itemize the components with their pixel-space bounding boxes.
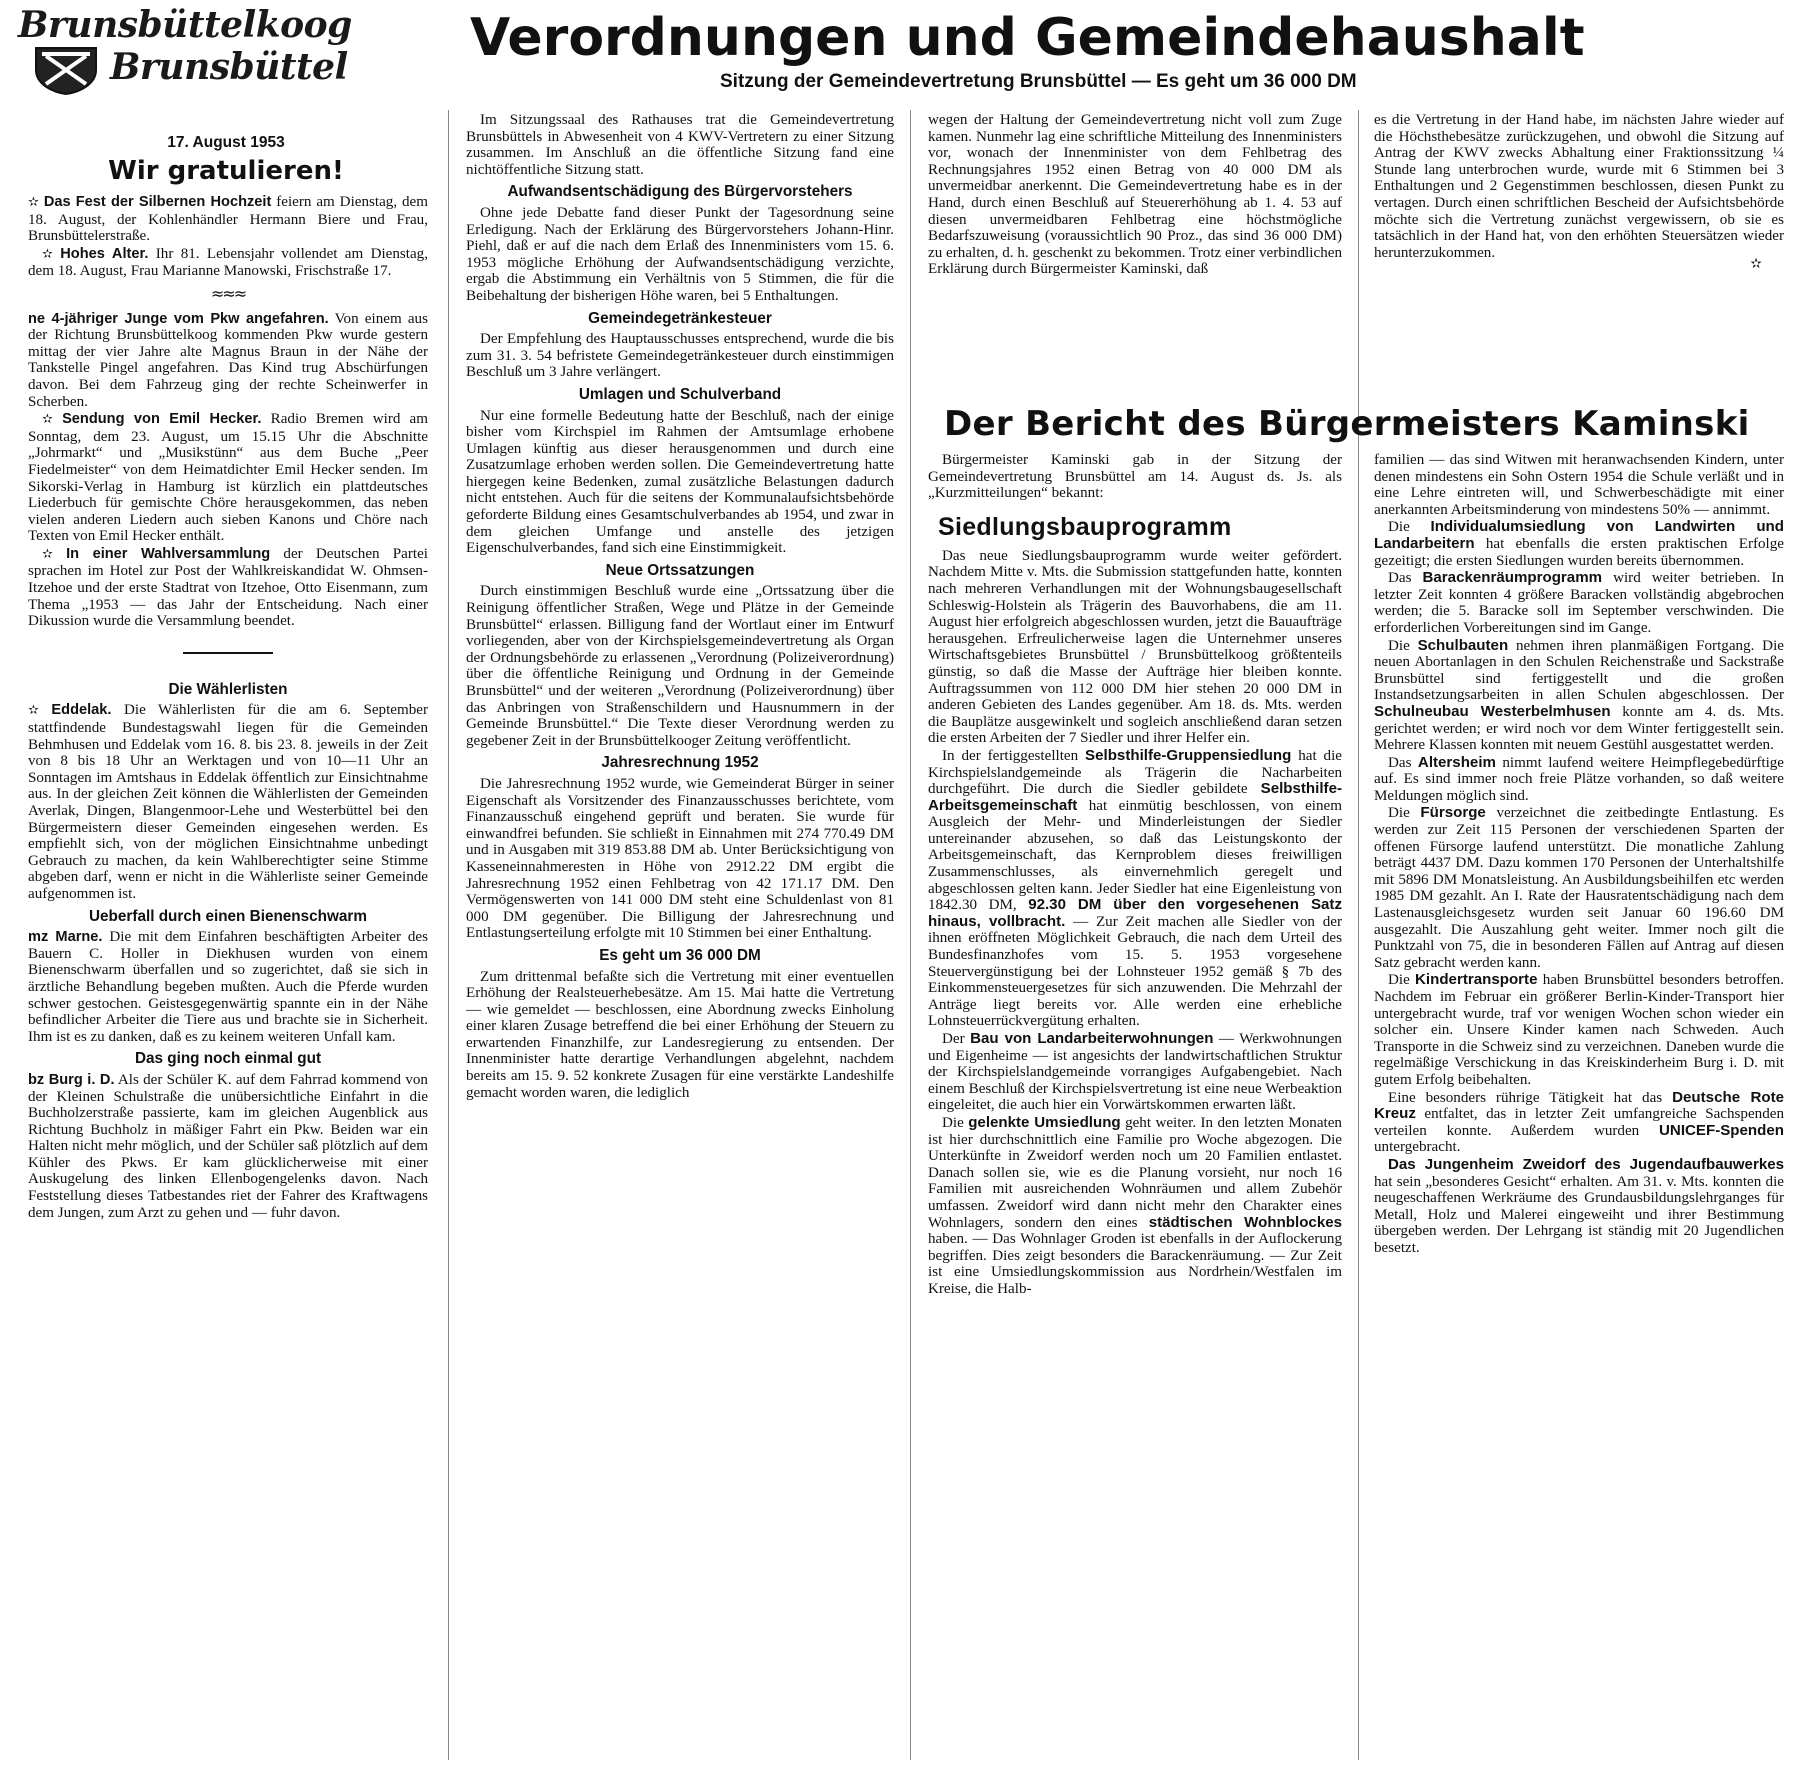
text-fragment: Die — [1388, 637, 1410, 654]
lucky-escape-title: Das ging noch einmal gut — [134, 1050, 322, 1068]
session-conclusion-text: es die Vertretung in der Hand habe, im nächsten Jahre wieder auf die Höchsthebesätze zurückzugehen, und obwohl die Sitzung auf Antrag der KWV zwecks Abhaltung einer Fraktionssitzung ¼ Stunde lang unterbrochen wurde, wurde mit 6 Stimmen bei 3 Enthaltungen und 2 Gegenstimmen beschlossen, diesen Punkt zu vertagen. Durch einen schriftlichen Bescheid der Aufsichtsbehörde möchte sich die Vertretung zunächst vergewissern, ob sie es tatsächlich in der Hand hat, von den erhöhten Steuersätzen wieder herunterzukommen. — [1374, 112, 1784, 261]
text-fragment: Die — [1388, 805, 1410, 822]
city-block-label: städtischen Wohnblockes — [1148, 1213, 1342, 1231]
star-icon: ✫ — [1750, 256, 1762, 273]
column-4-top — [1374, 112, 1784, 402]
text-fragment: konnte am 4. ds. Mts. gerichtet werden; er wird noch vor dem Winter fertiggestellt sein. Mehrere Klassen konnten mit neuem Gestühl ausgestattet werden. — [1374, 703, 1784, 754]
star-icon: ✫ — [42, 412, 53, 428]
bylaws-text: Durch einstimmigen Beschluß wurde eine „Ortssatzung über die Reinigung öffentlicher Straßen, Wege und Plätze in der Gemeinde Brunsbüttel“ erlassen. Billigung fand der Wortlaut einer im Entwurf vorliegenden, aber von der Kirchspielsgemeindevertretung als Organ der Ordnungsbehörde zu erlassenen „Verordnung (Polizeiverordnung) über die öffentliche Reinigung und Ordnung in der Gemeinde Brunsbüttel“ und der weiteren „Verordnung (Polizeiverordnung) über das Anbringen von Straßenschildern und Hausnummern in der Gemeinde Brunsbüttel.“ Die Texte dieser Verordnung werden zu gegebener Zeit in der Brunsbüttelkooger Zeitung veröffentlicht. — [466, 583, 894, 749]
column-divider — [910, 110, 911, 1760]
text-fragment: geht weiter. In den letzten Monaten ist hier durchschnittlich eine Familie pro Woche abgezogen. Die Unterkünfte in Zweidorf werden noch um 20 Familien entlastet. Danach sollen sie, wie es die Planung vorsieht, nur noch 16 Familien mit ausreichenden Wohnräumen und allem Zubehör umfassen. Zweidorf wird dann nicht mehr den Charakter eines Wohnlagers, sondern den eines — [928, 1114, 1342, 1231]
hecker-lead: Sendung von Emil Hecker. — [62, 411, 262, 428]
boy-accident-lead: ne 4-jähriger Junge vom Pkw angefahren. — [28, 310, 329, 327]
bylaws-title: Neue Ortssatzungen — [605, 561, 755, 579]
election-meeting-text: der Deutschen Partei sprachen im Hotel zur Post der Wahlkreiskandidat W. Ohmsen-Itzehoe und der erste Stadtrat von Itzehoe, Otto Eisenmann, zum Thema „1953 — das Jahr der Entscheidung. Nach einer Dikussion wurde die Versammlung beendet. — [28, 545, 428, 630]
new-school-label: Schulneubau Westerbelmhusen — [1374, 702, 1611, 720]
text-fragment: Das — [1388, 570, 1412, 587]
tax-36000-title: Es geht um 36 000 DM — [599, 946, 761, 964]
text-fragment: Der — [942, 1031, 965, 1047]
text-fragment: entfaltet, das in letzter Zeit umfangreiche Sachspenden verteilen konnte. Außerdem wurden — [1374, 1106, 1784, 1139]
column-mayor-report-continued — [1374, 452, 1784, 1762]
column-3-top — [928, 112, 1342, 402]
school-buildings-label: Schulbauten — [1417, 636, 1509, 654]
masthead — [18, 4, 418, 96]
allowance-title: Aufwandsentschädigung des Bürgervorstehers — [507, 183, 853, 201]
text-fragment: untergebracht. — [1374, 1139, 1461, 1156]
allowance-text: Ohne jede Debatte fand dieser Punkt der Tagesordnung seine Erledigung. Nach der Erklärung des Bürgervorstehers Johann-Hinr. Piehl, daß er auf die nach dem Erlaß des Innenministers vom 15. 6. 1953 mögliche Erhöhung der Aufwandsentschädigung verzichte, ergab die Abstimmung ein Verhältnis von 5 Stimmen, die für die Beibehaltung der bisherigen Höhe waren, bei 5 Enthaltungen. — [466, 204, 894, 304]
silver-wedding-text: feiern am Dienstag, dem 18. August, der Kohlenhändler Hermann Biere und Frau, Brunsbüttelerstraße. — [28, 194, 428, 245]
retirement-home-label: Altersheim — [1417, 753, 1496, 771]
column-council-session — [466, 112, 894, 1762]
drinks-tax-text: Der Empfehlung des Hauptausschusses entsprechend, wurde die bis zum 31. 3. 54 befristete Gemeindegetränkesteuer durch einstimmigen Beschluß um 3 Jahre verlängert. — [466, 331, 894, 381]
column-divider — [448, 110, 449, 1760]
text-fragment: hat einmütig beschlossen, von einem Ausgleich der Mehr- und Minderleistungen der Siedler untereinander abzusehen, so daß das Leistungskonto der Arbeitsgemeinschaft, das Kernproblem dieses freiwilligen Zusammenschlusses, als einvernehmlich geregelt und abgeschlossen gelten kann. Jeder Siedler hat eine Eigenleistung von 1842.30 DM, — [928, 797, 1342, 914]
text-fragment: nimmt laufend weitere Heimpflegebedürftige auf. Es sind immer noch freie Plätze vorhanden, so daß weitere Meldungen möglich sind. — [1374, 754, 1784, 804]
masthead-line1: Brunsbüttelkoog — [18, 4, 352, 46]
old-age-lead: Hohes Alter. — [60, 245, 149, 262]
session-intro: Im Sitzungssaal des Rathauses trat die Gemeindevertretung Brunsbüttels in Abwesenheit von 4 KWV-Vertretern zu einer Sitzung zusammen. Im Anschluß an die öffentliche Sitzung fand eine nichtöffentliche Sitzung statt. — [466, 112, 894, 178]
boy-accident-text: Von einem aus der Richtung Brunsbüttelkoog kommenden Pkw wurde gestern mittag der vier Jahre alte Magnus Braun in der Nähe der Tankstelle Pingel angefahren. Das Kind trug Abschürfungen davon. Bei dem Fahrzeug ging der rechte Scheinwerfer in Scherben. — [28, 310, 428, 410]
column-divider — [1358, 110, 1359, 1760]
levies-text: Nur eine formelle Bedeutung hatte der Beschluß, nach der einige bisher vom Kirchspiel im Rahmen der Amtsumlage erhobene Umlagen künftig aus dieser herausgenommen und durch eine Zusatzumlage erhoben werden sollen. Die Gemeindevertretung hatte hiergegen keine Bedenken, zumal zusätzliche Belastungen dadurch nicht entstehen. Auch für die seitens der Kommunalaufsichtsbehörde geforderte Bildung eines Gesamtschulverbandes ab 1954, und zwar in dem gleichen Umfange und anstelle des jetzigen Eigenschulverbandes, fand sich eine Einstimmigkeit. — [466, 407, 894, 557]
coat-of-arms-icon — [30, 44, 102, 96]
resettlement-label: gelenkte Umsiedlung — [968, 1113, 1121, 1131]
old-age-text: Ihr 81. Lebensjahr vollendet am Dienstag, dem 18. August, Frau Marianne Manowski, Frischstraße 17. — [28, 245, 428, 280]
settlement-text: Das neue Siedlungsbauprogramm wurde weiter gefördert. Nachdem Mitte v. Mts. die Submission stattgefunden hatte, konnten nach mehreren Verhandlungen mit der Wohnungsbaugesellschaft Schleswig-Holstein als Trägerin des Bauvorhabens, die am 11. August hier erfolgreich abgeschlossen wurden, jetzt die Bauaufträge herausgehen. Erfreulicherweise lagen die Unternehmer unseres Wirtschaftsgebietes Brunsbüttel / Brunsbüttelkoog größtenteils günstig, so daß die Masse der Aufträge hier bleiben konnte. Auftragssummen von 112 000 DM hier stehen 20 000 DM in anderen Gebieten des Landes gegenüber. Am 18. ds. Mts. werden die Bauplätze ausgewinkelt und sogleich anschließend daran setzen die ersten Arbeiten der 7 Siedler und ihrer Helfer ein. — [928, 547, 1342, 747]
farmworker-housing-label: Bau von Landarbeiterwohnungen — [970, 1030, 1214, 1047]
report-intro: Bürgermeister Kaminski gab in der Sitzung der Gemeindevertretung Brunsbüttel am 14. August ds. Js. als „Kurzmitteilungen“ bekannt: — [928, 452, 1342, 502]
star-icon: ✫ — [42, 246, 53, 262]
settlement-title: Siedlungsbauprogramm — [938, 512, 1232, 541]
headline: Verordnungen und Gemeindehaushalt — [470, 8, 1585, 68]
unicef-label: UNICEF-Spenden — [1659, 1121, 1784, 1139]
red-cross-label: Deutsche Rote Kreuz — [1374, 1088, 1784, 1123]
subheadline: Sitzung der Gemeindevertretung Brunsbüttel — Es geht um 36 000 DM — [720, 71, 1357, 92]
star-icon: ✫ — [42, 546, 53, 562]
text-fragment: Die — [1388, 519, 1410, 536]
lucky-escape-lead: bz Burg i. D. — [28, 1071, 115, 1088]
date: 17. August 1953 — [167, 134, 285, 151]
bees-lead: mz Marne. — [28, 929, 103, 946]
text-fragment: nehmen ihren planmäßigen Fortgang. Die neuen Abortanlagen in den Schulen Reichenstraße und Sackstraße Brunsbüttel sind fertiggestellt und die großen Instandsetzungsarbeiten in allen Schulen abgeschlossen. Der — [1374, 637, 1784, 704]
masthead-line2: Brunsbüttel — [110, 46, 348, 88]
text-fragment: Das — [1388, 754, 1412, 771]
levies-title: Umlagen und Schulverband — [578, 385, 782, 403]
text-fragment: wird weiter betrieben. In letzter Zeit konnten 4 größere Baracken vollständig abgebrochen werden; die 5. Baracke soll im September verschwinden. Die erforderlichen Vorbereitungen sind im Gange. — [1374, 570, 1784, 636]
text-fragment: verzeichnet die zeitbedingte Entlastung. Es werden zur Zeit 115 Personen der verschiedenen Sparten der offenen Fürsorge laufend unterstützt. Die monatliche Zahlung beträgt 4437 DM. Dazu kommen 170 Personen der Unterhaltshilfe mit 5896 DM Monatsleistung. An Ausbildungsbeihilfen etc werden 1985 DM gezahlt. An I. Rate der Hausratentschädigung nach dem Lastenausgleichsgesetz wurden seit Januar 60 196.60 DM ausgezahlt. Die Auszahlung geht weiter. Immer noch gilt die Punktzahl von 75, die in besonderen Fällen auf Antrag auf diesen Satz gebracht werden kann. — [1374, 805, 1784, 971]
text-fragment: hat sein „besonderes Gesicht“ erhalten. Am 31. v. Mts. konnten die neugeschaffenen Werkräume des Grundausbildungslehrganges für Metall, Holz und Malerei eingeweiht und ihrer Bestimmung übergeben werden. Der Lehrgang ist ständig mit 20 Jugendlichen besetzt. — [1374, 1173, 1784, 1256]
text-fragment: hat die Kirchspielslandgemeinde als Trägerin die Nacharbeiten durchgeführt. Die durch die Siedler gebildete — [928, 747, 1342, 798]
text-fragment: haben Brunsbüttel besonders betroffen. Nachdem im Februar ein größerer Berlin-Kinder-Transport hier untergebracht wurde, traf vor wenigen Wochen schon wieder ein solcher ein. Unsere Kinder kamen nach Schweden. Auch Transporte in die Schweiz sind zu verzeichnen. Daneben wurde die regelmäßige Verschickung in das Kreiskinderheim Burg i. D. mit gutem Erfolg beibehalten. — [1374, 972, 1784, 1088]
text-fragment: Eine besonders rührige Tätigkeit hat das — [1388, 1089, 1663, 1106]
hecker-text: Radio Bremen wird am Sonntag, dem 23. August, um 15.15 Uhr die Abschnitte „Johrmarkt“ und „Musikstünn“ aus dem Buche „Peer Fiedelmeister“ von dem Heimatdichter Emil Hecker senden. Im Sikorski-Verlag in Hamburg ist kürzlich ein plattdeutsches Liederbuch für gemischte Chöre herausgekommen, das neben vielen anderen Liedern auch sieben Kanons und Chöre nach Texten von Emil Hecker enthält. — [28, 411, 428, 545]
column-local-news — [28, 194, 428, 1764]
congrats-title: Wir gratulieren! — [108, 156, 344, 186]
silver-wedding-lead: Das Fest der Silbernen Hochzeit — [43, 194, 272, 210]
voter-lists-lead: Eddelak. — [51, 702, 112, 719]
wave-separator-icon: ≈≈≈ — [210, 283, 246, 303]
text-fragment: — Werkwohnungen und Eigenheime — ist angesichts der landwirtschaftlichen Struktur der Kirchspielslandgemeinde vorrangiges Aufgabengebiet. Nach einem Beschluß der Kirchspielsvertretung ist eine neue Werbeaktion eingeleitet, die auch hier ein Vorwärtskommen erwarten läßt. — [928, 1031, 1342, 1114]
mayor-report-title: Der Bericht des Bürgermeisters Kaminski — [944, 404, 1750, 444]
welfare-label: Fürsorge — [1420, 804, 1486, 822]
child-transports-label: Kindertransporte — [1415, 971, 1538, 989]
voter-lists-text: Die Wählerlisten für die am 6. September stattfindende Bundestagswahl liegen für die Gemeinden Behmhusen und Eddelak vom 16. 8. bis 23. 8. jeweils in der Zeit von 8 bis 18 Uhr an Werktagen und von 10—11 Uhr an Sonntagen im Amtshaus in Eddelak öffentlich zur Einsichtnahme aus. In der gleichen Zeit können die Wählerlisten der Gemeinden Averlak, Dingen, Blangenmoor-Lehe und Westerbüttel bei den Bürgermeistern dieser Gemeinden eingesehen werden. Es empfiehlt sich, von der möglichen Einsichtnahme unbedingt Gebrauch zu machen, da kein Wahlberechtigter seine Stimme abgeben darf, wenn er nicht in die Wählerliste seiner Gemeinde aufgenommen ist. — [28, 702, 428, 902]
star-icon: ✫ — [28, 195, 39, 210]
column-mayor-report — [928, 452, 1342, 1762]
text-fragment: Die — [942, 1114, 964, 1131]
annual-accounts-text: Die Jahresrechnung 1952 wurde, wie Gemeinderat Bürger in seiner Eigenschaft als Vorsitzender des Finanzausschusses berichtete, vom Finanzausschuß eingehend geprüft und beraten. Sie wurde für einwandfrei befunden. Sie schließt in Einnahmen mit 274 770.49 DM und in Ausgaben mit 319 853.88 DM ab. Unter Berücksichtigung von Kasseneinnahmeresten in Höhe von 2912.22 DM ergibt die Jahresrechnung 1952 einen Fehlbetrag von 42 171.17 DM. Den Vermögenswerten von 141 000 DM steht eine Schuldenlast von 81 000 DM gegenüber. Die Billigung der Jahresrechnung und Entlastungserteilung erfolgte mit 10 Stimmen bei einer Enthaltung. — [466, 775, 894, 942]
bees-text: Die mit dem Einfahren beschäftigten Arbeiter des Bauern C. Holler in Diekhusen wurden von einem Bienenschwarm überfallen und so zugerichtet, daß sie sich in ärztliche Behandlung begeben mußten. Auch die Pferde wurden schwer gestochen. Geistesgegenwärtig spannte ein in der Nähe befindlicher Arbeiter die Tiere aus und brachte sie in Sicherheit. Ihm ist es zu danken, daß es zu keinem weiteren Unfall kam. — [28, 929, 428, 1045]
election-meeting-lead: In einer Wahlversammlung — [66, 545, 271, 562]
text-fragment: haben. — Das Wohnlager Groden ist ebenfalls in der Auflockerung begriffen. Dies zeigt besonders die Barackenräumung. — Zur Zeit ist eine Umsiedlungskommission aus Nordrhein/Westfalen im Kreise, die Halb- — [928, 1231, 1342, 1297]
text-fragment: Die — [1388, 972, 1410, 989]
session-continued-text: wegen der Haltung der Gemeindevertretung nicht voll zum Zuge kamen. Nunmehr lag eine schriftliche Mitteilung des Innenministers vor, wonach der Innenminister von dem Fehlbetrag des Rechnungsjahres 1952 einen Betrag von 40 000 DM als unvermeidbar anerkennt. Die Gemeindevertretung habe es in der Hand, durch einen Beschluß auf Steuererhöhung ab 1. 4. 53 auf diesen unvermeidbaren Fehlbetrag eine höchstmögliche Bedarfszuweisung (voraussichtlich 90 Proz., das sind 36 000 DM) zu erhalten, d. h. geschenkt zu bekommen. Trotz einer verbindlichen Erklärung durch Bürgermeister Kaminski, daß — [928, 112, 1342, 278]
self-help-settlement-label: Selbsthilfe-Gruppensiedlung — [1085, 746, 1292, 764]
individual-resettlement-label: Individualumsiedlung von Landwirten und Landarbeitern — [1374, 518, 1784, 552]
section-rule — [183, 652, 273, 654]
voter-lists-title: Die Wählerlisten — [168, 680, 288, 698]
lucky-escape-text: Als der Schüler K. auf dem Fahrrad kommend von der Kleinen Schulstraße die unübersichtliche Einfahrt in die Buchholzerstraße passierte, kam im gleichen Augenblick aus Richtung Buchholz in mäßiger Fahrt ein Pkw. Beiden war ein Halten nicht mehr möglich, und der Schüler saß plötzlich auf dem Kühler des Pkws. Er kam glücklicherweise mit einer Auskugelung des linken Ellenbogengelenks davon. Nach Feststellung dieses Tatbestandes riet der Fahrer des Kraftwagens dem Jungen, zum Arzt zu gehen und — fuhr davon. — [28, 1071, 428, 1221]
barracks-program-label: Barackenräumprogramm — [1422, 569, 1603, 587]
self-help-association-label: Selbsthilfe-Arbeitsgemeinschaft — [928, 780, 1342, 814]
bees-title: Ueberfall durch einen Bienenschwarm — [89, 907, 367, 925]
text-fragment: In der fertiggestellten — [942, 747, 1079, 764]
own-contribution-label: 92.30 DM über den vorgesehenen Satz hinaus, vollbracht. — [928, 896, 1342, 930]
drinks-tax-title: Gemeindegetränkesteuer — [588, 309, 772, 327]
families-text: familien — das sind Witwen mit heranwachsenden Kindern, unter denen mindestens ein Sohn Ostern 1954 die Schule verläßt und in eine Lehre eintreten will, und Schwerbeschädigte mit einer anerkannten Arbeitsminderung von mindestens 50% — annimmt. — [1374, 452, 1784, 518]
star-icon: ✫ — [28, 703, 39, 719]
tax-36000-text: Zum drittenmal befaßte sich die Vertretung mit einer eventuellen Erhöhung der Realsteuerhebesätze. Am 15. Mai hatte die Vertretung — wie gemeldet — beschlossen, eine Abordnung zwecks Einholung einer klaren Zusage betreffend die bei einer Erhöhung der Steuern zu erwartenden Finanzhilfe, zur Landesregierung zu entsenden. Der Innenminister hatte derartige Verhandlungen abgelehnt, nachdem bereits am 15. 9. 52 konkrete Zusagen für eine verstärkte Landeshilfe gemacht worden waren, die lediglich — [466, 968, 894, 1101]
annual-accounts-title: Jahresrechnung 1952 — [601, 754, 759, 772]
youth-home-label: Das Jungenheim Zweidorf des Jugendaufbauwerkes — [1388, 1155, 1784, 1173]
text-fragment: — Zur Zeit machen alle Siedler von der ihnen eröffneten Möglichkeit Gebrauch, die nach dem Urteil des Bundesfinanzhofes vom 15. 5. 1953 vorgesehene Steuervergünstigung bei der Lohnsteuer 1952 gemäß § 7b des Einkommensteuergesetzes für sich anzuwenden. Die Mehrzahl der Anträge liegt bereits vor. Alle werden eine erhebliche Lohnsteuerrückvergütung erhalten. — [928, 913, 1342, 1030]
text-fragment: hat ebenfalls die ersten praktischen Erfolge gezeitigt; die ersten Siedlungen wurden bereits übernommen. — [1374, 535, 1784, 569]
